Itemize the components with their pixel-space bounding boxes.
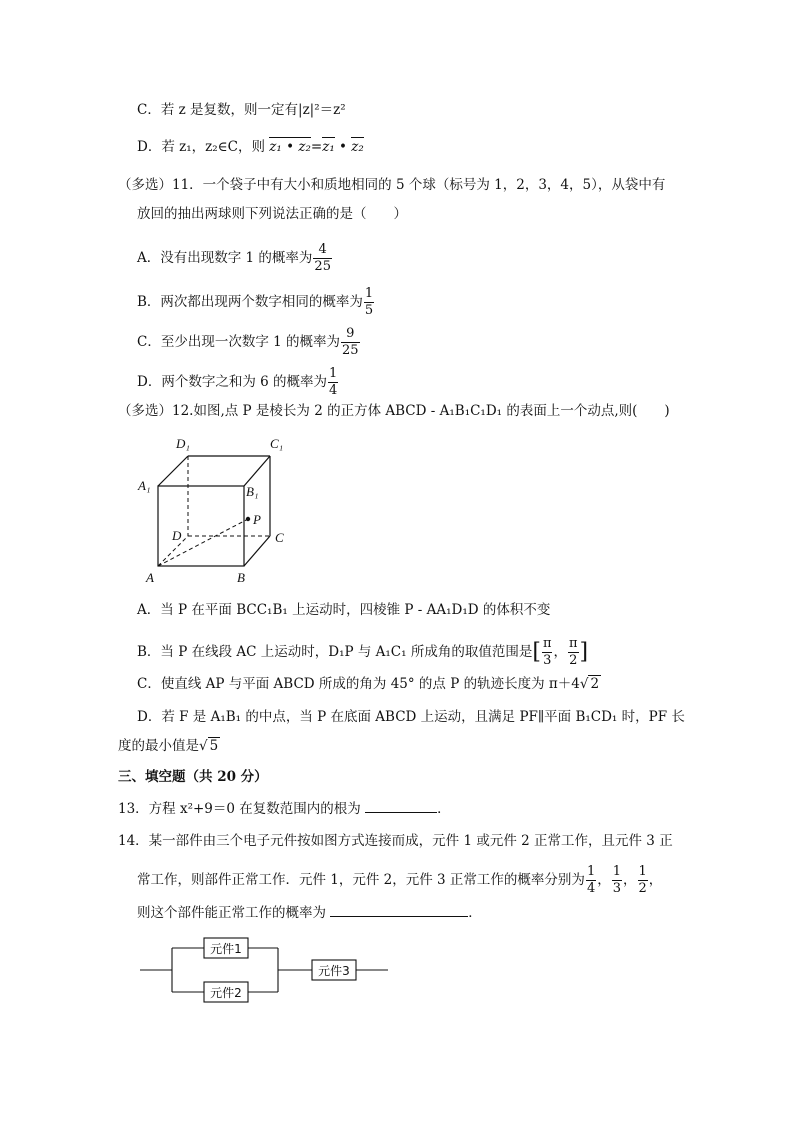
q14-frac2: $\frac{1}{3}$	[612, 864, 621, 896]
q14-line1: 14．某一部件由三个电子元件按如图方式连接而成，元件 1 或元件 2 正常工作，且元件 3 正	[118, 833, 673, 849]
q14-frac1: $\frac{1}{4}$	[586, 864, 596, 896]
q12-option-c-text: C．使直线 AP 与平面 ABCD 所成的角为 45° 的点 P 的轨迹长度为 π＋4	[137, 676, 580, 692]
q12-option-d-sqrt: √ 5	[199, 738, 219, 754]
point-p	[246, 517, 250, 521]
q14-answer-blank[interactable]	[330, 902, 468, 917]
q12-option-b-text: B．当 P 在线段 AC 上运动时，D₁P 与 A₁C₁ 所成角的取值范围是	[137, 644, 533, 660]
q12-option-b: B．当 P 在线段 AC 上运动时，D₁P 与 A₁C₁ 所成角的取值范围是[ $\frac{\pi}{3}$ ， $\frac{\pi}{2}$ ]	[137, 636, 589, 668]
q11-option-b-fraction: $\frac{1}{5}$	[364, 286, 374, 318]
circuit-diagram	[140, 930, 400, 1010]
q12-option-b-frac2: $\frac{\pi}{2}$	[568, 636, 578, 668]
section-3-heading: 三、填空题（共 20 分）	[118, 769, 268, 785]
label-b: B	[237, 570, 245, 585]
q11-stem-line2: 放回的抽出两球则下列说法正确的是（ ）	[137, 206, 407, 222]
q10-conj-z2: z₂	[351, 139, 364, 155]
q12-option-c-sqrt: √ 2	[579, 676, 600, 692]
q10-eq: =	[310, 139, 323, 155]
q12-option-c	[137, 673, 601, 695]
q11-option-a-fraction: $\frac{4}{25}$	[314, 242, 331, 274]
q14-line2: 常工作，则部件正常工作．元件 1，元件 2，元件 3 正常工作的概率分别为 $\frac{1}{4}$ ， $\frac{1}{3}$ ， $\frac{1}{2}$ ，	[137, 864, 663, 896]
q11-option-c-text: C．至少出现一次数字 1 的概率为	[137, 334, 341, 350]
q12-option-b-frac1: $\frac{\pi}{3}$	[542, 636, 552, 668]
q13: 13．方程 x²+9＝0 在复数范围内的根为 ．	[118, 798, 451, 820]
q14-line3: 则这个部件能正常工作的概率为 ．	[137, 902, 482, 924]
q12-stem: （多选）12.如图,点 P 是棱长为 2 的正方体 ABCD - A₁B₁C₁D₁ 的表面上一个动点,则( )	[118, 403, 670, 419]
q10-conj-lhs: z₁ • z₂	[269, 139, 311, 155]
cube-figure	[130, 430, 300, 590]
q13-answer-blank[interactable]	[365, 798, 437, 813]
q11-option-d	[137, 366, 339, 399]
q10-conj-z1: z₁	[322, 139, 335, 155]
label-d: D	[172, 528, 182, 543]
label-a: A	[146, 570, 154, 585]
q12-option-a: A．当 P 在平面 BCC₁B₁ 上运动时，四棱锥 P - AA₁D₁D 的体积不变	[137, 602, 551, 618]
label-p: P	[253, 512, 261, 527]
q11-option-b	[137, 286, 375, 319]
label-c: C	[275, 530, 284, 545]
q11-option-a	[137, 242, 333, 275]
q11-stem-line1: （多选）11．一个袋子中有大小和质地相同的 5 个球（标号为 1，2，3，4，5），从袋中有	[118, 177, 666, 193]
q11-option-b-text: B．两次都出现两个数字相同的概率为	[137, 294, 363, 310]
q10-option-d	[137, 136, 364, 158]
q12-option-d-line1: D．若 F 是 A₁B₁ 的中点，当 P 在底面 ABCD 上运动，且满足 PF∥平面 B₁CD₁ 时，PF 长	[137, 709, 685, 725]
label-c1: C₁	[270, 436, 284, 451]
component-1-label: 元件1	[210, 942, 242, 956]
q11-option-a-text: A．没有出现数字 1 的概率为	[137, 250, 313, 266]
q12-option-d-line2: 度的最小值是√ 5	[118, 735, 220, 757]
label-b1: B₁	[246, 484, 259, 499]
q11-option-d-fraction: $\frac{1}{4}$	[329, 366, 338, 398]
q10-option-c: C．若 z 是复数，则一定有|z|²＝z²	[137, 102, 346, 118]
q10-dot: •	[334, 139, 352, 155]
label-d1: D₁	[176, 436, 190, 451]
q10-option-d-prefix: D．若 z₁，z₂∈C，则	[137, 139, 265, 155]
q11-option-d-text: D．两个数字之和为 6 的概率为	[137, 374, 327, 390]
q11-option-c-fraction: $\frac{9}{25}$	[342, 326, 359, 358]
q11-option-c	[137, 326, 361, 359]
component-3-label: 元件3	[318, 964, 350, 978]
q14-frac3: $\frac{1}{2}$	[638, 864, 647, 896]
component-2-label: 元件2	[210, 986, 242, 1000]
label-a1: A₁	[138, 478, 151, 493]
